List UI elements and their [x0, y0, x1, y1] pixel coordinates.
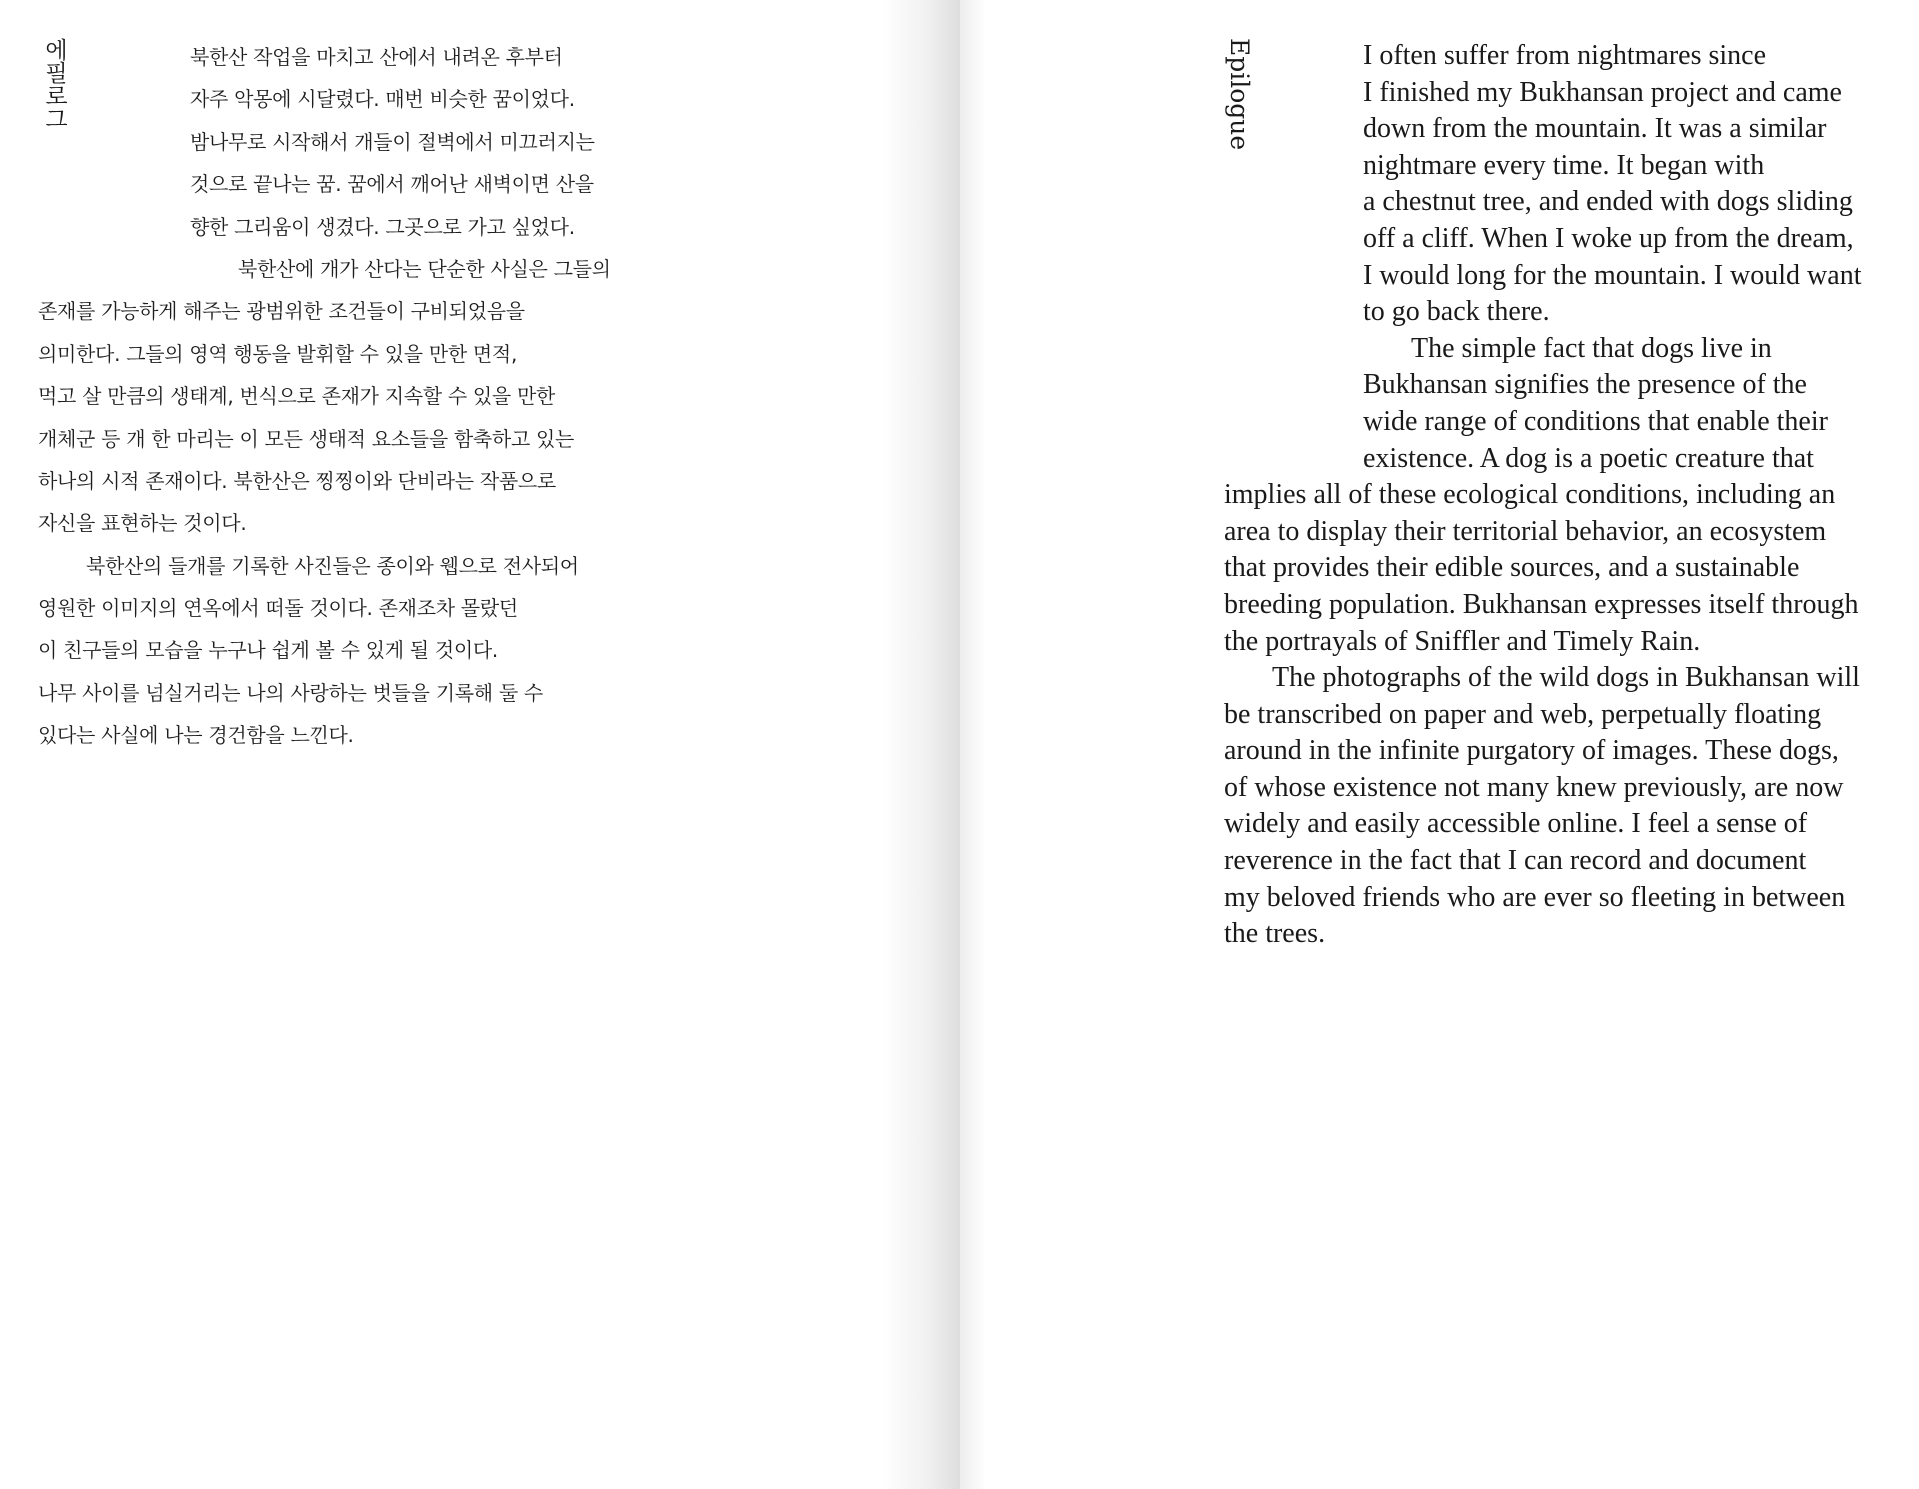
korean-body-text: [38, 36, 728, 757]
english-line: existence. A dog is a poetic creature that: [1363, 442, 1814, 474]
english-line: down from the mountain. It was a similar: [1363, 113, 1827, 145]
english-line: widely and easily accessible online. I feel a sense of: [1224, 808, 1808, 840]
english-line: that provides their edible sources, and a sustainable: [1224, 552, 1800, 584]
korean-line: 북한산의 들개를 기록한 사진들은 종이와 웹으로 전사되어: [86, 553, 579, 578]
english-line: the portrayals of Sniffler and Timely Rain.: [1224, 625, 1701, 657]
english-line: wide range of conditions that enable their: [1363, 405, 1828, 437]
korean-line: 먹고 살 만큼의 생태계, 번식으로 존재가 지속할 수 있을 만한: [38, 384, 556, 409]
english-line: area to display their territorial behavior, an ecosystem: [1224, 515, 1827, 547]
english-line: breeding population. Bukhansan expresses itself through: [1224, 588, 1859, 620]
korean-line: 자주 악몽에 시달렸다. 매번 비슷한 꿈이었다.: [190, 87, 575, 112]
english-line: Bukhansan signifies the presence of the: [1363, 369, 1807, 401]
english-page-title: Epilogue: [1225, 38, 1254, 151]
english-line: The simple fact that dogs live in: [1411, 332, 1772, 364]
korean-line: 것으로 끝나는 꿈. 꿈에서 깨어난 새벽이면 산을: [190, 172, 594, 197]
korean-line: 있다는 사실에 나는 경건함을 느낀다.: [38, 723, 354, 748]
korean-line: 하나의 시적 존재이다. 북한산은 찡찡이와 단비라는 작품으로: [38, 468, 556, 493]
english-line: of whose existence not many knew previously, are now: [1224, 771, 1844, 803]
korean-page-title: 에필로그: [41, 38, 67, 130]
english-line: off a cliff. When I woke up from the dream,: [1363, 222, 1854, 254]
english-line: to go back there.: [1363, 296, 1550, 328]
english-line: around in the infinite purgatory of images. These dogs,: [1224, 735, 1839, 767]
english-line: implies all of these ecological conditions, including an: [1224, 479, 1836, 511]
english-line: my beloved friends who are ever so fleeting in between: [1224, 881, 1846, 913]
korean-line: 밤나무로 시작해서 개들이 절벽에서 미끄러지는: [190, 129, 595, 154]
english-line: I often suffer from nightmares since: [1363, 40, 1767, 71]
english-line: I would long for the mountain. I would want: [1363, 259, 1862, 291]
english-line: a chestnut tree, and ended with dogs sliding: [1363, 186, 1853, 218]
korean-line: 향한 그리움이 생겼다. 그곳으로 가고 싶었다.: [190, 214, 575, 239]
korean-line: 의미한다. 그들의 영역 행동을 발휘할 수 있을 만한 면적,: [38, 341, 518, 366]
english-line: the trees.: [1224, 918, 1326, 950]
korean-line: 개체군 등 개 한 마리는 이 모든 생태적 요소들을 함축하고 있는: [38, 426, 575, 451]
korean-line: 이 친구들의 모습을 누구나 쉽게 볼 수 있게 될 것이다.: [38, 638, 498, 663]
english-line: The photographs of the wild dogs in Bukhansan will: [1272, 662, 1860, 694]
english-line: I finished my Bukhansan project and came: [1363, 76, 1842, 108]
korean-line: 나무 사이를 넘실거리는 나의 사랑하는 벗들을 기록해 둘 수: [38, 680, 543, 705]
english-line: reverence in the fact that I can record and document: [1224, 845, 1807, 877]
korean-line: 북한산 작업을 마치고 산에서 내려온 후부터: [190, 45, 563, 69]
korean-line: 영원한 이미지의 연옥에서 떠돌 것이다. 존재조차 몰랐던: [38, 596, 518, 621]
english-line: be transcribed on paper and web, perpetually floating: [1224, 698, 1822, 730]
korean-line: 존재를 가능하게 해주는 광범위한 조건들이 구비되었음을: [38, 299, 525, 324]
english-line: nightmare every time. It began with: [1363, 149, 1765, 181]
korean-line: 북한산에 개가 산다는 단순한 사실은 그들의: [238, 256, 611, 281]
english-body-text: [1224, 38, 1904, 953]
korean-line: 자신을 표현하는 것이다.: [38, 511, 247, 536]
